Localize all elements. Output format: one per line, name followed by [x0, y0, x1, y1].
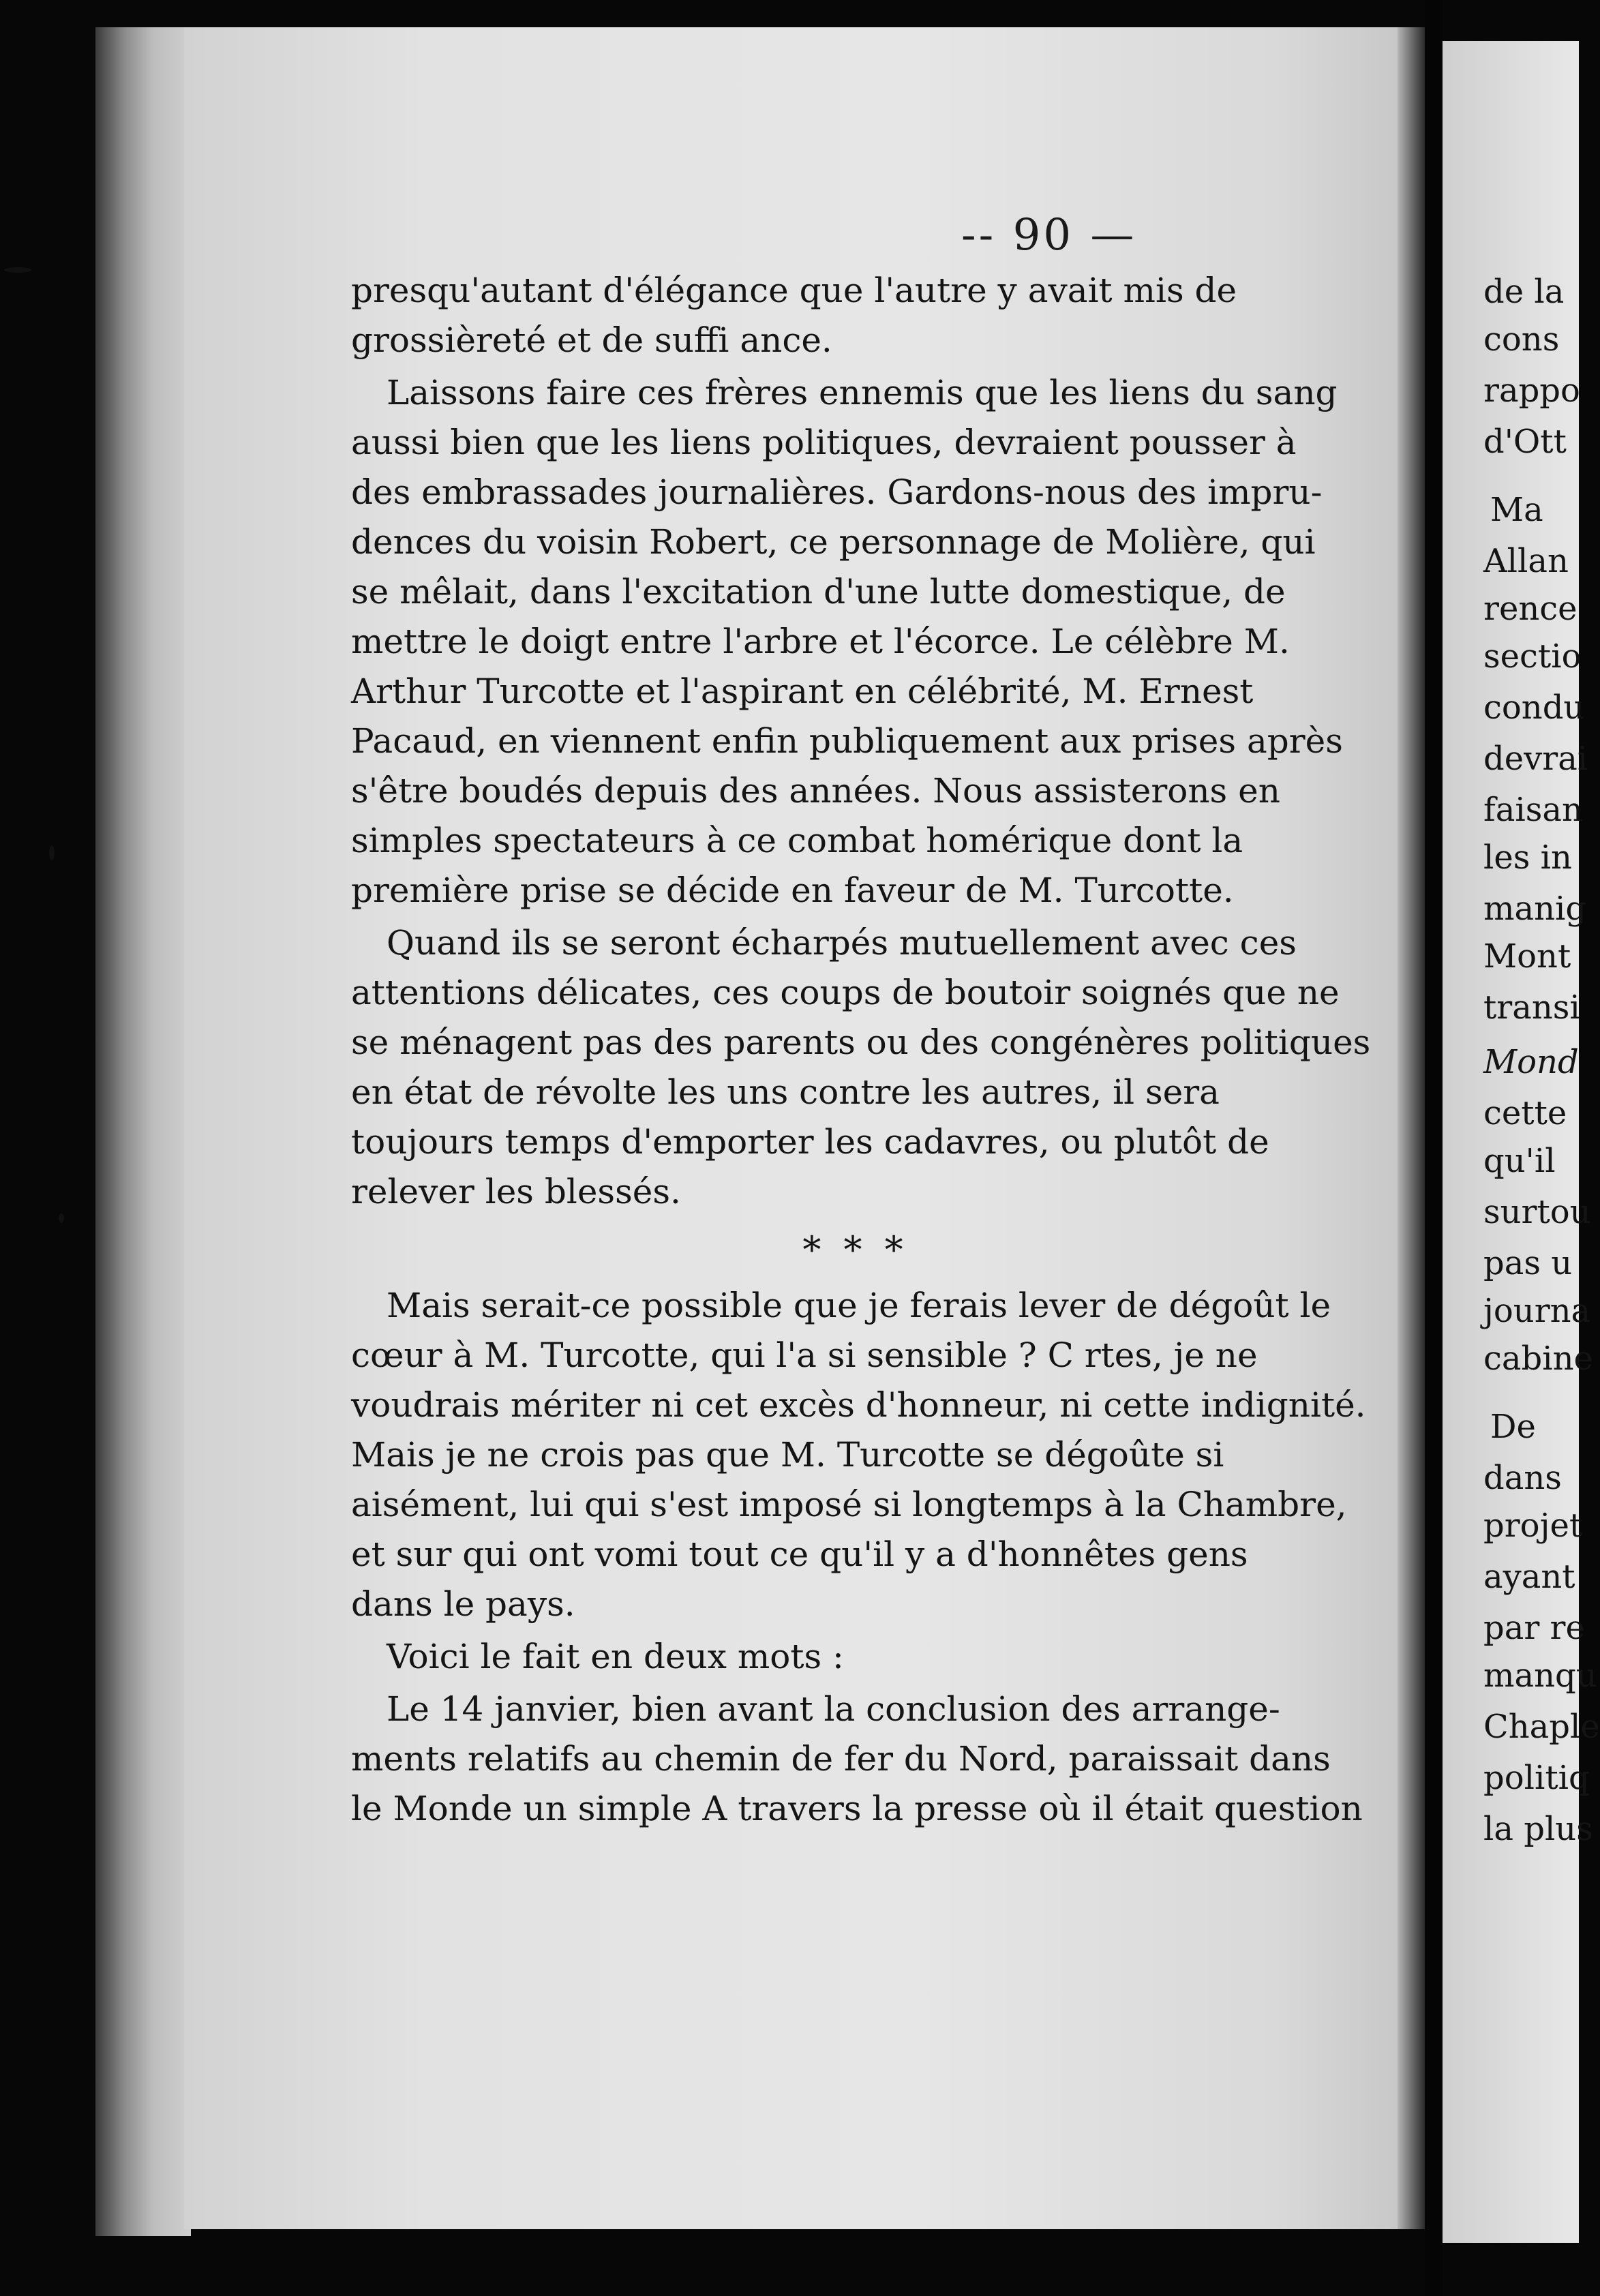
- text-line: cœur à M. Turcotte, qui l'a si sensible ? C rtes, je ne: [351, 1335, 1258, 1375]
- section-separator: * * *: [802, 1228, 909, 1271]
- text-line: se ménagent pas des parents ou des congénères politiques: [351, 1023, 1371, 1062]
- page-edge-shadow: [95, 27, 191, 2236]
- text-line: s'être boudés depuis des années. Nous assisterons en: [351, 771, 1280, 811]
- text-line: le Monde un simple A travers la presse où il était question: [351, 1789, 1363, 1828]
- next-page-text-fragment: cette: [1483, 1094, 1567, 1132]
- text-line: Le 14 janvier, bien avant la conclusion des arrange-: [387, 1689, 1280, 1729]
- text-line: Pacaud, en viennent enfin publiquement aux prises après: [351, 721, 1343, 761]
- next-page-text-fragment: faisan: [1483, 791, 1583, 829]
- next-page-text-fragment: rence: [1483, 590, 1578, 628]
- scan-speck: [4, 267, 31, 273]
- text-line: attentions délicates, ces coups de boutoir soignés que ne: [351, 973, 1340, 1012]
- next-page-text-fragment: transi: [1483, 988, 1580, 1027]
- text-line: aisément, lui qui s'est imposé si longtemps à la Chambre,: [351, 1485, 1347, 1524]
- text-line: simples spectateurs à ce combat homérique dont la: [351, 821, 1243, 860]
- text-line: dences du voisin Robert, ce personnage de Molière, qui: [351, 522, 1316, 562]
- text-line: ments relatifs au chemin de fer du Nord, paraissait dans: [351, 1739, 1331, 1779]
- next-page-text-fragment: cabine: [1483, 1340, 1593, 1378]
- next-page-text-fragment: Chaple: [1483, 1708, 1600, 1746]
- next-page-text-fragment: manig: [1483, 890, 1587, 928]
- next-page-text-fragment: surtou: [1483, 1193, 1591, 1231]
- text-line: toujours temps d'emporter les cadavres, ou plutôt de: [351, 1122, 1269, 1162]
- next-page-text-fragment: manqu: [1483, 1657, 1597, 1695]
- text-line: relever les blessés.: [351, 1172, 681, 1211]
- scan-speck: [59, 1213, 64, 1223]
- text-line: et sur qui ont vomi tout ce qu'il y a d'honnêtes gens: [351, 1535, 1248, 1574]
- next-page-text-fragment: Mond: [1483, 1043, 1579, 1081]
- next-page-text-fragment: ayant: [1483, 1558, 1575, 1596]
- text-line: Voici le fait en deux mots :: [387, 1637, 844, 1676]
- page-edge-right: [1398, 27, 1425, 2229]
- text-line: se mêlait, dans l'excitation d'une lutte domestique, de: [351, 572, 1286, 611]
- paragraph: [351, 368, 1360, 916]
- text-line: dans le pays.: [351, 1584, 575, 1624]
- next-page-text-fragment: dans: [1483, 1459, 1562, 1497]
- next-page-text-fragment: cons: [1483, 320, 1560, 359]
- next-page-text-fragment: par re: [1483, 1609, 1585, 1647]
- page-number: -- 90 —: [961, 210, 1137, 260]
- paragraph: [351, 918, 1371, 1217]
- text-line: Mais je ne crois pas que M. Turcotte se dégoûte si: [351, 1435, 1224, 1475]
- next-page-text-fragment: journa: [1483, 1292, 1591, 1330]
- text-line: en état de révolte les uns contre les autres, il sera: [351, 1072, 1220, 1112]
- next-page-text-fragment: politiq: [1483, 1759, 1590, 1797]
- next-page-text-fragment: la plus: [1483, 1810, 1593, 1848]
- paragraph: [351, 1632, 1360, 1682]
- text-line: Quand ils se seront écharpés mutuellement avec ces: [387, 923, 1297, 963]
- text-line: Laissons faire ces frères ennemis que les liens du sang: [387, 373, 1338, 412]
- paragraph: [351, 1281, 1366, 1629]
- next-page-text-fragment: d'Ott: [1483, 423, 1567, 461]
- next-page-text-fragment: sectio: [1483, 637, 1582, 676]
- text-line: aussi bien que les liens politiques, devraient pousser à: [351, 423, 1297, 462]
- book-gutter: [1425, 0, 1443, 2296]
- paragraph: [351, 266, 1360, 365]
- text-line: première prise se décide en faveur de M. Turcotte.: [351, 871, 1234, 910]
- text-line: Mais serait-ce possible que je ferais lever de dégoût le: [387, 1286, 1331, 1325]
- text-line: voudrais mériter ni cet excès d'honneur, ni cette indignité.: [351, 1385, 1366, 1425]
- next-page-text-fragment: Ma: [1490, 491, 1543, 529]
- next-page-text-fragment: les in: [1483, 839, 1572, 877]
- next-page-text-fragment: devrai: [1483, 740, 1588, 778]
- next-page-text-fragment: Allan: [1483, 542, 1569, 580]
- next-page-text-fragment: qu'il: [1483, 1142, 1556, 1180]
- scan-speck: [49, 845, 55, 860]
- next-page-fragment: [1443, 41, 1600, 2243]
- next-page-text-fragment: Mont: [1483, 937, 1571, 976]
- text-line: presqu'autant d'élégance que l'autre y avait mis de: [351, 271, 1237, 310]
- paragraph: [351, 1685, 1363, 1834]
- next-page-text-fragment: condu: [1483, 689, 1585, 727]
- next-page-text-fragment: pas u: [1483, 1244, 1573, 1282]
- text-line: Arthur Turcotte et l'aspirant en célébrité, M. Ernest: [351, 671, 1254, 711]
- next-page-text-fragment: projet: [1483, 1507, 1583, 1545]
- next-page-text-fragment: de la: [1483, 273, 1565, 311]
- page-body-text: [351, 266, 1371, 1834]
- next-page-text-fragment: rappo: [1483, 372, 1580, 410]
- text-line: grossièreté et de suffi ance.: [351, 320, 832, 360]
- text-line: des embrassades journalières. Gardons-nous des impru-: [351, 472, 1323, 512]
- text-line: mettre le doigt entre l'arbre et l'écorce. Le célèbre M.: [351, 622, 1290, 661]
- next-page-text-fragment: De: [1490, 1408, 1536, 1446]
